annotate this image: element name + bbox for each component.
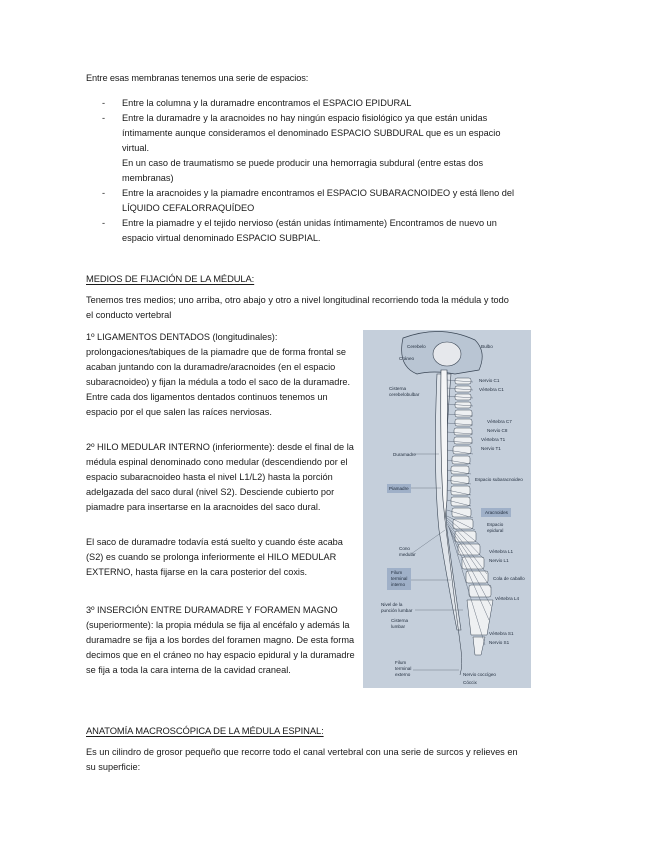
bullet-dash: - <box>102 218 106 228</box>
label-bulbo: Bulbo <box>481 344 493 349</box>
label-nervio-s1: Nervio S1 <box>489 640 510 645</box>
label-vertebra-l1: Vértebra L1 <box>489 549 514 554</box>
label-cisterna-l: Cisterna <box>391 618 409 623</box>
label-duramadre: Duramadre <box>393 452 416 457</box>
list-item-text: Entre la columna y la duramadre encontramos el ESPACIO EPIDURAL <box>122 98 412 108</box>
label-nivel2: punción lumbar <box>381 608 413 613</box>
spaces-list <box>86 96 526 246</box>
label-aracnoides: Aracnoides <box>485 510 508 515</box>
label-vertebra-l4: Vértebra L4 <box>495 596 520 601</box>
label-cola: Cola de caballo <box>493 576 525 581</box>
paragraph-hilo-interno: 2º HILO MEDULAR INTERNO (inferiormente): desde el final de la médula espinal denominado cono medular (descendiendo por el espacio subaracnoideo hasta el nivel L1/L2) hasta la porción adelgazada del saco dural (nivel S2). Desciende cubierto por piamadre para insertarse en la aracnoides del saco dural. <box>86 442 354 512</box>
bullet-dash: - <box>102 98 106 108</box>
spinal-cord-diagram <box>363 330 531 688</box>
paragraph-foramen: 3º INSERCIÓN ENTRE DURAMADRE Y FORAMEN MAGNO (superiormente): la propia médula se fija al encéfalo y además la duramadre se fija a los bordes del foramen magno. De esta forma decimos que en el cráneo no hay espacio epidural y la duramadre se fija a toda la cara interna de la cavidad craneal. <box>86 605 355 675</box>
label-filum2: terminal <box>391 576 408 581</box>
section-heading-fixation: MEDIOS DE FIJACIÓN DE LA MÉDULA: <box>86 273 255 284</box>
brainstem-shape <box>433 342 461 366</box>
label-espacio-epi2: epidural <box>487 528 504 533</box>
label-espacio-epi: Espacio <box>487 522 504 527</box>
label-vertebra-s1: Vértebra S1 <box>489 631 514 636</box>
list-item <box>86 111 526 186</box>
label-cisterna: Cisterna <box>389 386 407 391</box>
label-filum-e2: terminal <box>395 666 412 671</box>
label-espacio-sub: Espacio subaracnoideo <box>475 477 523 482</box>
label-nervio-cocc: Nervio coccígeo <box>463 672 496 677</box>
list-item-extra: En un caso de traumatismo se puede producir una hemorragia subdural (entre estas dos membranas) <box>122 158 484 183</box>
label-filum-e3: externo <box>395 672 411 677</box>
spaces-intro: Entre esas membranas tenemos una serie de espacios: <box>86 73 309 83</box>
label-nervio-c8: Nervio C8 <box>487 428 508 433</box>
list-item <box>86 186 526 216</box>
spinal-cord-illustration <box>363 330 531 688</box>
label-filum-e: Filum <box>395 660 407 665</box>
paragraph-hilo-externo: El saco de duramadre todavía está suelto y cuando éste acaba (S2) es cuando se prolonga inferiormente el HILO MEDULAR EXTERNO, hasta fijarse en la cara posterior del coxis. <box>86 537 343 577</box>
section-heading-anatomy: ANATOMÍA MACROSCÓPICA DE LA MÉDULA ESPINAL: <box>86 725 324 736</box>
label-cisterna2: cerebelobulbar <box>389 392 420 397</box>
bullet-dash: - <box>102 188 106 198</box>
label-cerebelo: Cerebelo <box>407 344 426 349</box>
label-vertebra-c7: Vértebra C7 <box>487 419 512 424</box>
anatomy-intro: Es un cilindro de grosor pequeño que recorre todo el canal vertebral con una serie de surcos y relieves en su superficie: <box>86 747 518 772</box>
list-item-text: Entre la aracnoides y la piamadre encontramos el ESPACIO SUBARACNOIDEO y está lleno del LÍQUIDO CEFALORRAQUÍDEO <box>122 188 515 213</box>
label-vertebra-t1: Vértebra T1 <box>481 437 506 442</box>
label-nivel: Nivel de la <box>381 602 403 607</box>
label-cono: Cono <box>399 546 410 551</box>
label-filum: Filum <box>391 570 403 575</box>
label-nervio-c1: Nervio C1 <box>479 378 500 383</box>
list-item-text: Entre la duramadre y la aracnoides no hay ningún espacio fisiológico ya que están unidas íntimamente aunque consideramos el denominado ESPACIO SUBDURAL que es un espacio virtual. <box>122 113 501 153</box>
label-nervio-l1: Nervio L1 <box>489 558 509 563</box>
label-nervio-t1: Nervio T1 <box>481 446 501 451</box>
bullet-dash: - <box>102 113 106 123</box>
list-item <box>86 216 526 246</box>
list-item <box>86 96 526 111</box>
label-cono2: medular <box>399 552 416 557</box>
label-piamadre: Piamadre <box>389 486 409 491</box>
label-craneo: Cráneo <box>399 356 415 361</box>
label-filum3: interno <box>391 582 406 587</box>
label-coxis: Cóccix <box>463 680 477 685</box>
fixation-intro: Tenemos tres medios; uno arriba, otro abajo y otro a nivel longitudinal recorriendo toda la médula y todo el conducto vertebral <box>86 295 509 320</box>
paragraph-ligamentos: 1º LIGAMENTOS DENTADOS (longitudinales): prolongaciones/tabiques de la piamadre que de forma frontal se acaban juntando con la duramadre/aracnoides (en el espacio subaracnoideo) y fijan la médula a todo el saco de la duramadre. Entre cada dos ligamentos dentados continuos tenemos un espacio por el que salen las raíces nerviosas. <box>86 332 351 417</box>
list-item-text: Entre la piamadre y el tejido nervioso (están unidas íntimamente) Encontramos de nuevo un espacio virtual denominado ESPACIO SUBPIAL. <box>122 218 497 243</box>
label-vertebra-c1: Vértebra C1 <box>479 387 504 392</box>
label-cisterna-l2: lumbar <box>391 624 406 629</box>
